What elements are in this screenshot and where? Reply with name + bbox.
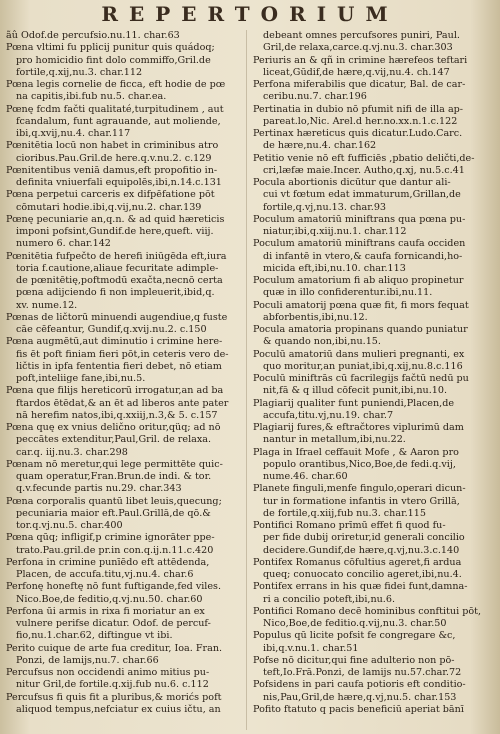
index-entry-line: Perfona miferabilis que dicatur, Bal. de car- [253,79,466,90]
index-entry-line: aliquod tempus,nefciatur ex cuius ičtu, an [16,703,221,715]
index-entry-line: poft,inteliige fane,ibi,nu.5. [16,373,146,384]
index-entry-line: trato.Pau.gril.de pr.in con.q.ij.n.11.c.420 [16,544,214,556]
index-entry-line: q.v.fecunde partis nu.29. char.343 [16,483,182,495]
index-entry-line: nis,Pau,Gril,de hære,q.vj,nu.5. char.153 [263,691,457,703]
index-entry-line: tor.q.vj.nu.5. char.400 [16,520,123,531]
index-entry-line: Ponzi, de lamijs,nu.7. char.66 [16,654,159,666]
index-entry-line: ri a concilio poteft,ibi,nu.6. [263,593,395,605]
index-entry-line: accufa,titu.vj,nu.19. char.7 [263,409,394,421]
index-entry-line: nit,fā & q illud cōfecit punit,ibi,nu.10. [263,385,448,397]
index-entry-line: nitur Gril,de fortile.q.xij.fub nu.6. c.112 [16,679,209,691]
index-entry-line: teft,Io.Frā.Ponzi, de lamijs nu.57.char.72 [263,667,462,678]
index-entry-line: Pœnę fcdm fačti qualitaté,turpitudinem , aut [6,103,224,115]
index-entry-line: decidere.Gundif,de hære,q.vj,nu.3.c.140 [263,544,460,556]
index-entry-line: pecuniaria maior eft.Paul.Grillā,de qō.& [16,507,211,519]
index-entry-line: Placen, de accufa.titu,vj.nu.4. char.6 [16,569,194,580]
index-entry-line: Percufsus non occidendi animo mitius pu- [6,667,210,678]
index-entry-line: Pontifex Romanus cōfultius ageret,fi ardua [253,556,462,568]
index-entry-line: Nico,Boe,de feditio.q.vij,nu.3. char.50 [263,618,447,629]
index-entry-line: peccātes extenditur,Paul,Gril. de relaxa. [16,434,212,446]
index-entry-line: Pertinatia in dubio nō pfumit nifi de illa ap- [253,103,464,115]
index-entry-line: Perfona ūi armis in rixa fi moriatur an ex [6,605,205,617]
index-entry-line: pœna adijciendo fi non impleuerit,ibid,q. [16,287,215,299]
index-entry-line: Perito cuique de arte fua creditur, Ioa. Fran. [6,642,223,654]
index-entry-line: Plagiarij qualiter funt puniendi,Placen,de [253,397,455,409]
index-entry-line: Pœna vltimi fu pplicij punitur quis quádoq; [6,42,215,54]
index-entry-line: Percufsus fi quis fit a pluribus,& morićs poft [6,691,222,703]
index-entry-line: Pœna augmētū,aut diminutio i crimine here- [6,336,223,348]
index-entry-line: Gril,de relaxa,carce.q.vj.nu.3. char.303 [263,42,453,54]
index-entry-line: Pofse nō dicitur,qui fine adulterio non pō- [253,654,455,666]
index-entry-line: Pertinax hæreticus quis dicatur.Ludo.Carc. [253,128,463,139]
index-entry-line: Poculi amatorij pœna quæ fit, fi mors fequat [253,299,469,311]
index-entry-line: de pœnitētię,poftmodū exačta,necnō certa [16,275,223,286]
index-entry-line: Poculū amatoriū dans mulieri pregnanti, ex [253,348,465,360]
index-entry-line: Pontifici Romano prīmū effet fi quod fu- [253,520,446,531]
index-entry-line: numero 6. char.142 [16,238,111,250]
index-entry-line: Pofsidens in pari caufa potioris eft conditio- [253,679,466,691]
index-entry-line: Pœnas de ličtorū minuendi augendiue,q fuste [6,311,228,323]
index-entry-line: cioribus.Pau.Gril.de here.q.v.nu.2. c.129 [16,152,212,164]
index-entry-line: ličtis in ipfa fententia fieri debet, nō etiam [16,360,222,372]
column-divider [246,30,247,730]
index-entry-line: fortile,q.vj,nu.13. char.93 [263,201,387,213]
index-entry-line: definita vniuerfali equipolēs,ibi,n.14.c.131 [16,177,222,188]
index-entry-line: Plagiarij fures,& eftračtores viplurimū dam [253,422,464,433]
index-entry-line: quæ in illo confiderentur.ibi,nu.11. [263,287,433,299]
index-entry-line: ãû Odof.de percufsio.nu.11. char.63 [6,30,180,41]
index-entry-line: niatur,ibi,q.xiij.nu.1. char.112 [263,226,407,237]
index-entry-line: quam operatur,Fran.Brun.de indi. & tor. [16,471,212,482]
index-entry-line: cri,læfæ maie.Incer. Autho,q.xj, nu.5.c.41 [263,164,465,176]
index-entry-line: de hære,nu.4. char.162 [263,140,377,152]
index-entry-line: Perfonę honeftę nō funt fuftigande,fed viles. [6,581,222,593]
index-entry-line: Pofito ftatuto q pacis beneficiū aperiat bānī [253,703,464,715]
right-column [253,30,489,730]
index-entry-line: Planete finguli,menfe fingulo,operari dicun- [253,483,466,495]
index-entry-line: Pontifici Romano decē hominibus conftitui pōt, [253,605,482,617]
index-entry-line: debeant omnes percufsores puniri, Paul. [263,30,460,41]
index-entry-line: Pœnam nō meretur,qui lege permittēte quic- [6,458,223,470]
index-entry-line: vulnere perifse dicatur. Odof. de percuf- [16,618,211,629]
index-entry-line: Pontifex errans in his quæ fidei funt,damna- [253,581,468,593]
index-entry-line: na capitis,ibi.fub nu.5. char.ea. [16,91,167,103]
index-entry-line: liceat,Gūdif,de hære,q.vij,nu.4. ch.147 [263,66,450,78]
index-entry-line: fortile,q.xij,nu.3. char.112 [16,66,143,78]
index-entry-line: Perfona in crimine punīēdo eft attēdenda, [6,556,210,568]
index-entry-line: Poculum amatoriū miniftrans caufa occiden [253,238,466,250]
index-entry-line: Nico.Boe,de feditio,q.vj.nu.50. char.60 [16,593,203,605]
index-entry-line: Pœnitentibus veniā damus,eft propofitio in- [6,164,218,176]
index-entry-line: pro homicidio fint dolo commiffo,Gril.de [16,54,211,66]
index-entry-line: Poculum amatoriū miniftrans qua pœna pu- [253,213,466,225]
index-entry-line: car.q. iij.nu.3. char.298 [16,446,128,458]
index-entry-line: Periuris an & qñ in crimine hærefeos teftari [253,54,468,66]
index-entry-line: queq; conuocato concilio ageret,ibi,nu.4. [263,569,462,580]
index-entry-line: Petitio venie nō eft fufficiēs ,pbatio deličti,de- [253,152,475,164]
index-entry-line: nume.46. char.60 [263,471,348,482]
index-entry-line: micida eft,ibi,nu.10. char.113 [263,262,406,274]
left-column [6,30,242,730]
index-entry-line: nā herefim natos,ibi,q.xxiij,n.3,& 5. c.157 [16,409,218,421]
index-entry-line: Pœna legis cornelie de ficca, eft hodie de pœ [6,79,226,90]
index-entry-line: xv. nume.12. [16,299,78,311]
index-entry-line: per fide dubij oriretur,id generali concilio [263,532,465,544]
index-entry-line: Populus qū licite pofsit fe congregare &c, [253,630,456,642]
index-entry-line: ibi,q.v.nu.1. char.51 [263,642,359,654]
index-entry-line: Poculum amatorium fi ab aliquo propinetur [253,275,464,286]
index-entry-line: fis ēt poft finiam fieri pōt,in ceteris vero de- [16,348,229,360]
index-entry-line: Pœna que filijs hereticorū irrogatur,an ad ba [6,385,224,397]
index-entry-line: cāe cēfeantur, Gundif,q.xvij.nu.2. c.150 [16,324,207,335]
index-entry-line: di infantē in vtero,& caufa fornicandi,ho- [263,250,463,262]
index-entry-line: Pœna perpetui carceris ex difpēfatione pōt [6,189,215,201]
index-entry-line: quo moritur,an puniat,ibi,q.xij,nu.8.c.116 [263,360,463,372]
index-entry-line: Pœna qūq; infligif,p crimine ignorāter ppe- [6,532,215,544]
index-entry-line: Pocula amatoria propinans quando puniatur [253,324,468,335]
index-entry-line: Poculū miniftrās cū facrilegijs fačtū nedū pu [253,373,469,384]
running-header: REPERTORIUM [101,2,399,26]
index-entry-line: & quando non,ibi,nu.15. [263,336,381,348]
index-entry-line: populo orantibus,Nico,Boe,de fedi.q.vij, [263,458,456,470]
index-entry-line: abforbentis,ibi,nu.12. [263,311,368,323]
index-entry-line: imponi pofsint,Gundif.de here,queft. viij. [16,226,214,237]
index-entry-line: fio,nu.1.char.62, diftingue vt ibi. [16,630,173,642]
index-entry-line: Plaga in Ifrael ceffauit Mofe , & Aaron pro [253,446,459,458]
index-entry-line: toria f.cautione,aliaue fecuritate adimple- [16,262,219,274]
index-entry-line: ftardos ētēdat,& an ēt ad liberos ante pater [16,397,229,409]
index-entry-line: Pœnitētia fufpečto de herefi iniūgēda eft,iura [6,250,227,262]
index-entry-line: nantur in metallum,ibi,nu.22. [263,434,406,446]
index-entry-line: Pocula abortionis dicūtur que dantur ali- [253,177,451,188]
index-entry-line: Pœnitētia locū non habet in criminibus atro [6,140,219,152]
index-entry-line: tur in formatione infantis in vtero Grillā, [263,495,460,507]
index-entry-line: ibi,q.xvij,nu.4. char.117 [16,128,131,139]
index-entry-line: ceribu.nu.7. char.196 [263,91,367,103]
index-entry-line: de fortile,q.xiij,fub nu.3. char.115 [263,507,426,519]
index-entry-line: cui vt fœtum edat immaturum,Grillan,de [263,189,461,201]
index-entry-line: Pœnę pecuniarie an,q.n. & ad quid hæreticis [6,213,225,225]
index-entry-line: Pœna quę ex vnius delično oritur,qüq; ad nō [6,422,221,433]
index-entry-line: fcandalum, funt agrauande, aut moliende, [16,115,221,127]
index-entry-line: pareat.lo,Nic. Arel.d her.no.xx.n.1.c.122 [263,115,458,127]
index-entry-line: cōmutari hodie.ibi,q.vij,nu.2. char.139 [16,201,202,213]
index-entry-line: Pœna corporalis quantū libet leuis,quecung; [6,495,222,507]
